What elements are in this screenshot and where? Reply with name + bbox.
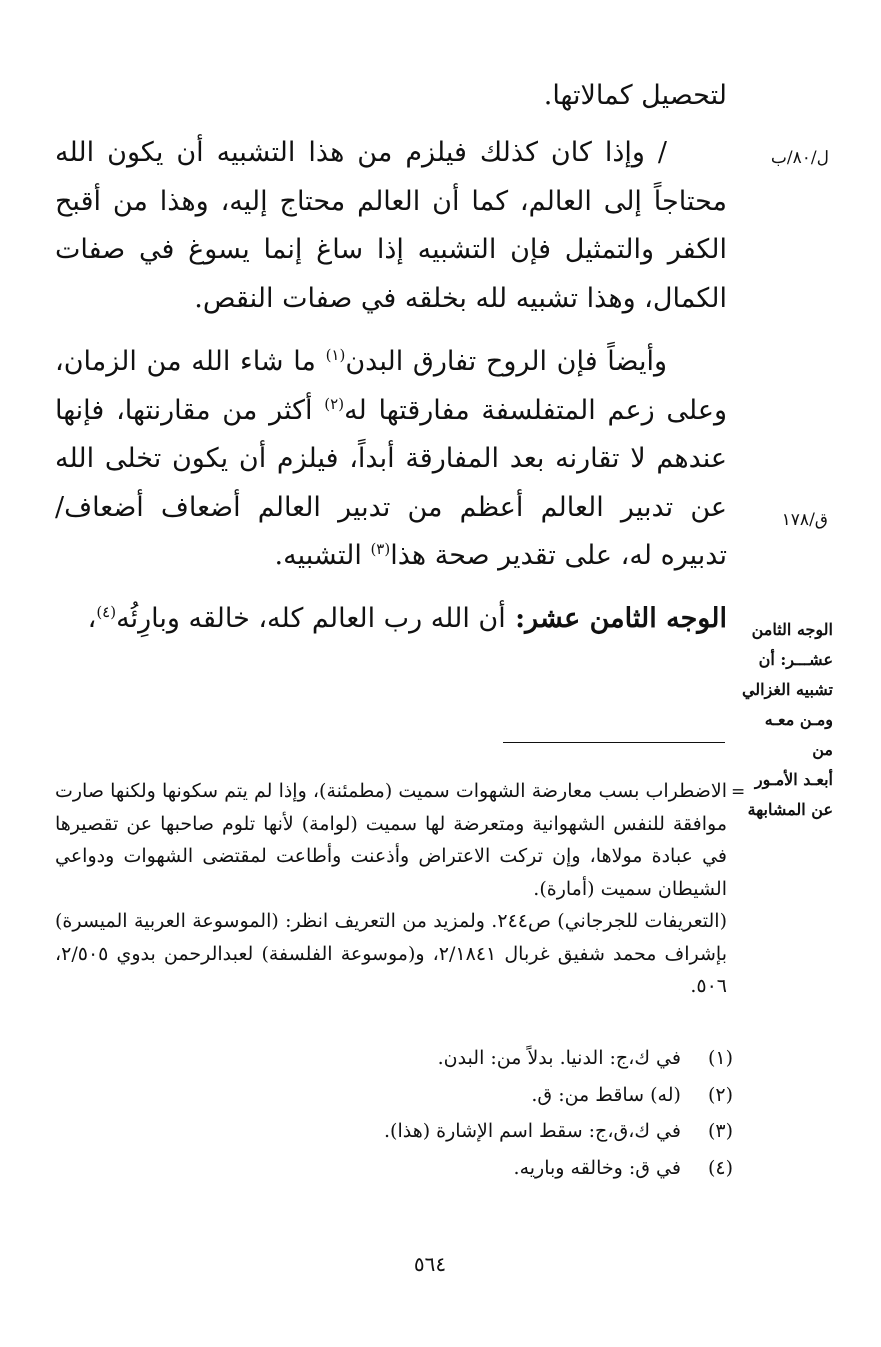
- para2-text-4: التشبيه.: [274, 540, 371, 571]
- footnote-item: [55, 1113, 733, 1150]
- footnote-continued-paragraph-1: الاضطراب بسب معارضة الشهوات سميت (مطمئنة)، وإذا لم يتم سكونها ولكنها صارت موافقة للنفس الشهوانية ومتعرضة لها سميت (لوامة) لأنها تلوم صاحبها عن تقصيرها في عبادة مولاها، وإن تركت الاعتراض وأذعنت وأطاعت لمقتضى الشهوات ودواعي الشيطان سميت (أمارة).: [55, 780, 727, 900]
- margin-summary-line: تشبيه الغزالي: [741, 680, 833, 699]
- footnote-ref-2: (٢): [324, 394, 345, 413]
- margin-manuscript-ref-2: ق/١٧٨: [781, 510, 828, 530]
- main-paragraph-3: [55, 595, 727, 644]
- footnote-continuation: [55, 775, 727, 1003]
- footnote-continued-paragraph-2: (التعريفات للجرجاني) ص٢٤٤. ولمزيد من التعريف انظر: (الموسوعة العربية الميسرة) بإشراف محمد شفيق غربال ٢/١٨٤١، و(موسوعة الفلسفة) لعبدالرحمن بدوي ٢/٥٠٥، ٥٠٦.: [55, 910, 727, 997]
- margin-manuscript-ref-1: ل/٨٠/ب: [770, 148, 829, 168]
- footnote-list: [55, 1040, 733, 1186]
- para3-end: ،: [87, 603, 97, 634]
- para2-text-1: وأيضاً فإن الروح تفارق البدن: [345, 346, 667, 377]
- footnote-ref-3: (٣): [370, 540, 391, 558]
- footnote-number: (٢): [707, 1083, 733, 1106]
- margin-section-summary: [741, 615, 833, 825]
- margin-summary-line: الوجه الثامن: [751, 620, 833, 639]
- main-paragraph-2: [55, 338, 727, 581]
- footnote-number: (٣): [707, 1120, 733, 1142]
- footnote-item: [55, 1040, 733, 1077]
- para2-text-2: ما شاء الله من الزمان، وعلى زعم المتفلسفة مفارقتها له: [55, 346, 727, 426]
- margin-summary-line: عشـــر: أن: [758, 650, 833, 669]
- footnote-text: (له) ساقط من: ق.: [531, 1083, 681, 1106]
- margin-summary-line: عن المشابهة: [747, 800, 833, 819]
- footnote-separator-rule: [503, 742, 725, 743]
- para3-text: أن الله رب العالم كله، خالقه وبارِئُه: [116, 603, 506, 634]
- footnote-text: في ك،ج: الدنيا. بدلاً من: البدن.: [437, 1047, 681, 1069]
- section-heading: الوجه الثامن عشر:: [505, 603, 727, 634]
- main-paragraph-1: / وإذا كان كذلك فيلزم من هذا التشبيه أن يكون الله محتاجاً إلى العالم، كما أن العالم محتاج إليه، وهذا من أقبح الكفر والتمثيل فإن التشبيه إذا ساغ إنما يسوغ في صفات الكمال، وهذا تشبيه لله بخلقه في صفات النقص.: [55, 137, 727, 314]
- margin-summary-line: ومـن معـه من: [764, 710, 833, 759]
- footnote-continuation-mark: =: [731, 782, 746, 802]
- footnote-text: في ق: وخالقه وباريه.: [513, 1156, 681, 1179]
- footnote-ref-4: (٤): [96, 603, 117, 621]
- footnote-number: (١): [707, 1047, 733, 1069]
- footnote-item: [55, 1077, 733, 1114]
- footnote-text: في ك،ق،ج: سقط اسم الإشارة (هذا).: [384, 1120, 681, 1142]
- para2-text-3: أكثر من مقارنتها، فإنها عندهم لا تقارنه بعد المفارقة أبداً، فيلزم أن يكون تخلى الله عن تدبير العالم أعظم من تدبير العالم أضعاف أضعاف/ تدبيره له، على تقدير صحة هذا: [55, 394, 727, 571]
- footnote-item: [55, 1150, 733, 1187]
- margin-summary-line: أبعـد الأمـور: [754, 770, 833, 789]
- page-number: ٥٦٤: [413, 1252, 447, 1276]
- footnote-ref-1: (١): [325, 346, 346, 364]
- footnote-number: (٤): [707, 1156, 733, 1179]
- main-text-heading-line: لتحصيل كمالاتها.: [543, 80, 727, 111]
